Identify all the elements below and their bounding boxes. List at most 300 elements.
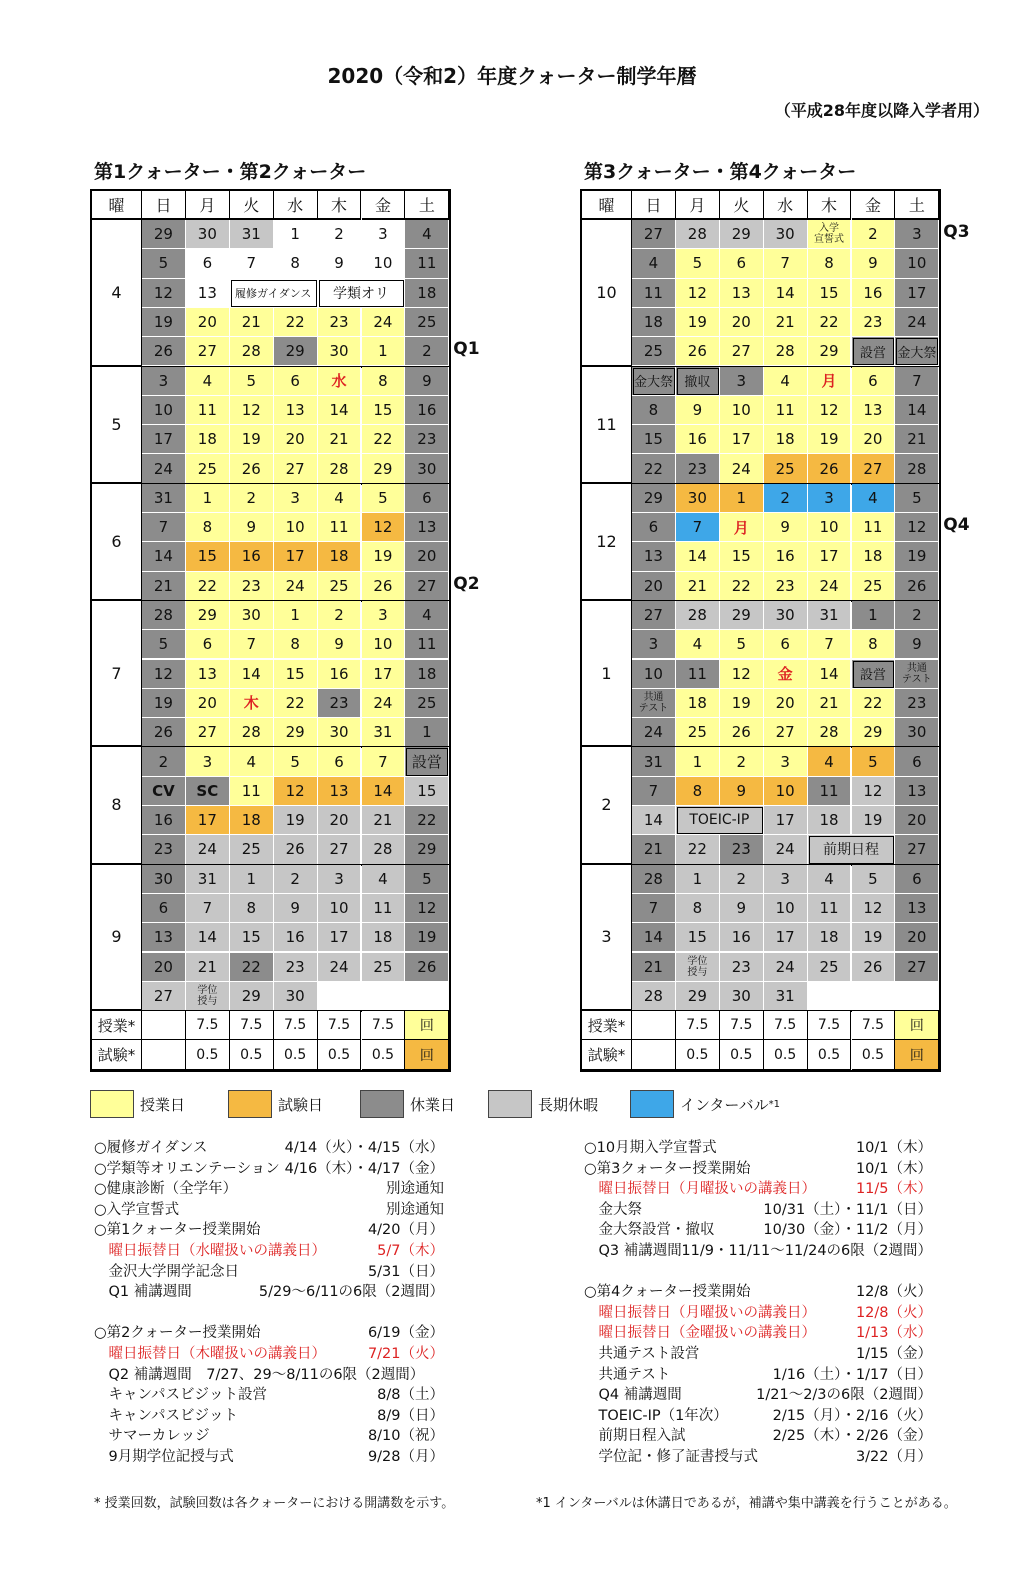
day-cell: 10	[808, 513, 852, 542]
event-date: 10/1（木）	[855, 1140, 932, 1156]
event-name: 金大祭	[584, 1201, 642, 1218]
day-cell: 21	[808, 689, 852, 718]
day-cell: 1	[274, 220, 318, 249]
month-label: 1	[582, 601, 632, 748]
event-row	[584, 1385, 932, 1406]
day-cell: 20	[632, 572, 676, 601]
day-cell: 17	[895, 279, 939, 308]
day-cell: 13	[318, 777, 362, 806]
day-cell: 9	[318, 630, 362, 659]
day-cell: 14	[895, 396, 939, 425]
summary-label: 授業*	[92, 1011, 142, 1040]
day-cell: 22	[632, 454, 676, 483]
day-cell: 13	[274, 396, 318, 425]
day-cell: 18	[676, 689, 720, 718]
day-cell: 22	[230, 953, 274, 982]
day-cell: 13	[142, 923, 186, 952]
legend-item	[360, 1089, 455, 1119]
day-cell: 29	[186, 601, 230, 630]
day-cell: 17	[764, 923, 808, 952]
month-label: 2	[582, 747, 632, 864]
day-cell: 10	[142, 396, 186, 425]
day-cell: 23	[318, 689, 362, 718]
left-heading: 第1クォーター・第2クォーター	[94, 161, 367, 183]
day-cell: 9	[720, 777, 764, 806]
day-cell: 23	[676, 454, 720, 483]
day-cell: 2	[230, 484, 274, 513]
day-cell: 14	[362, 777, 406, 806]
event-row	[94, 1138, 444, 1159]
day-cell: 9	[895, 630, 939, 659]
day-cell: 1	[362, 337, 406, 366]
day-cell: 26	[808, 454, 852, 483]
day-cell: 21	[142, 572, 186, 601]
day-cell: 5	[895, 484, 939, 513]
day-cell: 10	[764, 894, 808, 923]
event-name: ○第2クォーター授業開始	[94, 1325, 261, 1342]
weekday-header: 水	[764, 191, 808, 220]
day-cell: 4	[632, 249, 676, 278]
day-cell: 11	[852, 513, 896, 542]
summary-value: 0.5	[720, 1040, 764, 1069]
event-row	[584, 1200, 932, 1221]
event-date: 10/31（土）・11/1（日）	[763, 1201, 932, 1218]
day-cell: TOEIC-IP	[676, 806, 764, 835]
day-cell: 19	[405, 923, 449, 952]
day-cell: 29	[676, 982, 720, 1011]
event-name: Q1 補講週間	[94, 1284, 192, 1301]
summary-label: 試験*	[582, 1040, 632, 1069]
day-cell: 5	[676, 249, 720, 278]
quarter-label: Q2	[453, 573, 480, 594]
summary-label: 試験*	[92, 1040, 142, 1069]
weekday-header: 木	[318, 191, 362, 220]
event-row	[94, 1200, 444, 1221]
day-cell: 7	[632, 777, 676, 806]
day-cell: 12	[676, 279, 720, 308]
day-cell: 12	[720, 660, 764, 689]
day-cell: 21	[230, 308, 274, 337]
day-cell: 12	[808, 396, 852, 425]
day-cell: 20	[186, 308, 230, 337]
day-cell: 28	[808, 718, 852, 747]
summary-value: 0.5	[852, 1040, 896, 1069]
event-name: ○履修ガイダンス	[94, 1140, 208, 1156]
day-cell: 25	[852, 572, 896, 601]
event-row	[584, 1179, 932, 1200]
day-cell: 14	[764, 279, 808, 308]
day-cell: 30	[720, 982, 764, 1011]
day-cell: 5	[274, 747, 318, 776]
day-cell: 13	[186, 279, 230, 308]
summary-value: 0.5	[676, 1040, 720, 1069]
day-cell: 28	[230, 718, 274, 747]
day-cell: 3	[895, 220, 939, 249]
day-cell: 23	[230, 572, 274, 601]
day-cell: 27	[405, 572, 449, 601]
event-cell: 学位 授与	[676, 953, 720, 982]
day-cell: 14	[676, 542, 720, 571]
summary-value: 7.5	[852, 1011, 896, 1040]
day-cell: 7	[895, 367, 939, 396]
day-cell: 24	[632, 718, 676, 747]
day-cell: 11	[362, 894, 406, 923]
day-cell: 22	[852, 689, 896, 718]
day-cell: 3	[808, 484, 852, 513]
summary-value: 7.5	[362, 1011, 406, 1040]
event-row	[584, 1138, 932, 1159]
day-cell: 8	[362, 367, 406, 396]
day-cell: 12	[142, 279, 186, 308]
day-cell: 23	[764, 572, 808, 601]
legend-swatch	[360, 1090, 404, 1118]
month-label: 6	[92, 484, 142, 601]
day-cell: 29	[230, 982, 274, 1011]
event-name: 共通テスト設営	[584, 1345, 700, 1362]
month-label: 4	[92, 220, 142, 367]
day-cell: 2	[405, 337, 449, 366]
day-cell: 21	[676, 572, 720, 601]
day-cell	[895, 982, 939, 1011]
events-left	[94, 1138, 444, 1468]
event-name: ○入学宣誓式	[94, 1201, 180, 1218]
day-cell: 12	[895, 513, 939, 542]
day-cell: 6	[764, 630, 808, 659]
day-cell: 7	[808, 630, 852, 659]
event-date: 4/20（月）	[367, 1222, 444, 1239]
summary-value: 7.5	[676, 1011, 720, 1040]
day-cell: 7	[676, 513, 720, 542]
day-cell: 16	[274, 923, 318, 952]
day-cell: 8	[676, 777, 720, 806]
footnote-right: *1 インターバルは休講日であるが，補講や集中講義を行うことがある。	[536, 1496, 957, 1511]
day-cell: 16	[764, 542, 808, 571]
summary-value: 7.5	[230, 1011, 274, 1040]
day-cell: 2	[720, 865, 764, 894]
day-cell: 1	[274, 601, 318, 630]
day-cell: 履修ガイダンス	[230, 279, 318, 308]
day-cell: 3	[186, 747, 230, 776]
summary-value: 0.5	[230, 1040, 274, 1069]
day-cell: 21	[186, 953, 230, 982]
event-date: 2/15（月）・2/16（火）	[772, 1407, 932, 1424]
day-cell: 15	[186, 542, 230, 571]
event-date: 5/7（木）	[377, 1242, 444, 1259]
day-cell: 11	[405, 630, 449, 659]
day-cell: 20	[852, 425, 896, 454]
event-name: 9月期学位記授与式	[94, 1448, 234, 1465]
day-cell: 25	[632, 337, 676, 366]
day-cell: 25	[405, 308, 449, 337]
day-cell: 20	[895, 806, 939, 835]
event-row	[584, 1323, 932, 1344]
day-cell: 7	[632, 894, 676, 923]
day-cell: 16	[230, 542, 274, 571]
legend-item	[630, 1089, 780, 1119]
day-cell: 22	[808, 308, 852, 337]
event-row	[584, 1241, 932, 1262]
day-cell: 23	[142, 835, 186, 864]
event-date: 6/19（金）	[367, 1325, 444, 1342]
legend-item	[228, 1089, 323, 1119]
event-row	[94, 1426, 444, 1447]
event-date: 8/9（日）	[377, 1407, 444, 1424]
day-cell: 6	[632, 513, 676, 542]
day-cell: 11	[632, 279, 676, 308]
day-cell: 13	[405, 513, 449, 542]
day-cell: 19	[230, 425, 274, 454]
day-cell: 26	[142, 337, 186, 366]
page-title: 2020（令和2）年度クォーター制学年暦	[327, 64, 697, 88]
day-cell	[318, 982, 362, 1011]
day-cell: 25	[230, 835, 274, 864]
summary-value: 7.5	[274, 1011, 318, 1040]
day-cell: 10	[632, 660, 676, 689]
day-cell: 11	[230, 777, 274, 806]
day-cell: 23	[405, 425, 449, 454]
event-name: ○第3クォーター授業開始	[584, 1160, 751, 1177]
day-cell: 20	[405, 542, 449, 571]
event-row	[94, 1282, 444, 1303]
day-cell: 4	[852, 484, 896, 513]
weekday-header: 水	[274, 191, 318, 220]
day-cell: 22	[676, 835, 720, 864]
event-name: キャンパスビジット設営	[94, 1387, 267, 1404]
day-cell: 9	[230, 513, 274, 542]
day-cell: 1	[186, 484, 230, 513]
day-cell: 13	[720, 279, 764, 308]
summary-value	[142, 1011, 186, 1040]
summary-value	[632, 1011, 676, 1040]
swap-day-cell: 月	[808, 367, 852, 396]
day-cell: 10	[895, 249, 939, 278]
day-cell: 4	[764, 367, 808, 396]
day-cell: 28	[676, 601, 720, 630]
legend-label: 休業日	[410, 1095, 456, 1114]
legend-label: 授業日	[140, 1095, 186, 1114]
day-cell: 20	[764, 689, 808, 718]
event-date: 10/1（木）	[855, 1160, 932, 1177]
month-label: 12	[582, 484, 632, 601]
event-name: 学位記・修了証書授与式	[584, 1448, 758, 1465]
day-cell: 15	[720, 542, 764, 571]
day-cell	[808, 982, 852, 1011]
day-cell: 9	[274, 894, 318, 923]
summary-value	[632, 1040, 676, 1069]
day-cell: 13	[895, 894, 939, 923]
day-cell: 5	[142, 630, 186, 659]
day-cell: 18	[362, 923, 406, 952]
day-cell: 3	[720, 367, 764, 396]
day-cell: 25	[676, 718, 720, 747]
day-cell: 30	[895, 718, 939, 747]
day-cell: 31	[362, 718, 406, 747]
summary-label: 授業*	[582, 1011, 632, 1040]
day-cell: 8	[186, 513, 230, 542]
event-row	[94, 1406, 444, 1427]
legend-label: 試験日	[278, 1095, 324, 1114]
day-cell: 19	[676, 308, 720, 337]
day-cell: 12	[852, 894, 896, 923]
day-cell: 14	[230, 660, 274, 689]
event-cell: 入学 宣誓式	[808, 220, 852, 249]
summary-value: 7.5	[764, 1011, 808, 1040]
day-cell: 1	[405, 718, 449, 747]
day-cell: 23	[852, 308, 896, 337]
day-cell: 24	[274, 572, 318, 601]
event-date: 12/8（火）	[855, 1284, 932, 1301]
day-cell: 18	[405, 279, 449, 308]
day-cell: 6	[852, 367, 896, 396]
day-cell: 27	[186, 718, 230, 747]
summary-value: 回	[405, 1040, 449, 1069]
day-cell: 19	[852, 806, 896, 835]
day-cell: 28	[764, 337, 808, 366]
event-row	[94, 1159, 444, 1180]
day-cell: 16	[720, 923, 764, 952]
day-cell: 15	[362, 396, 406, 425]
day-cell: 21	[362, 806, 406, 835]
day-cell: 11	[808, 777, 852, 806]
day-cell: 3	[362, 601, 406, 630]
day-cell: 5	[852, 747, 896, 776]
event-date: 9/28（月）	[367, 1448, 444, 1465]
event-name: 曜日振替日（木曜扱いの講義日）	[94, 1345, 326, 1362]
weekday-header: 金	[362, 191, 406, 220]
day-cell: 10	[318, 894, 362, 923]
day-cell: 15	[632, 425, 676, 454]
day-cell: 15	[808, 279, 852, 308]
day-cell: 10	[720, 396, 764, 425]
month-label: 10	[582, 220, 632, 367]
day-cell: 24	[186, 835, 230, 864]
day-cell: 19	[142, 689, 186, 718]
day-cell: 16	[318, 660, 362, 689]
day-cell: 30	[274, 982, 318, 1011]
weekday-header: 日	[632, 191, 676, 220]
day-cell: 8	[274, 630, 318, 659]
event-row	[94, 1365, 444, 1386]
event-name: 金沢大学開学記念日	[94, 1263, 239, 1280]
day-cell: 25	[808, 953, 852, 982]
day-cell: 18	[405, 660, 449, 689]
day-cell: 26	[142, 718, 186, 747]
day-cell: 18	[632, 308, 676, 337]
summary-value: 回	[405, 1011, 449, 1040]
event-date: 1/13（水）	[855, 1325, 932, 1342]
quarter-label: Q3	[943, 222, 970, 242]
day-cell: 18	[852, 542, 896, 571]
event-row	[94, 1385, 444, 1406]
day-cell: 9	[852, 249, 896, 278]
day-cell: 26	[362, 572, 406, 601]
day-cell: 10	[362, 630, 406, 659]
day-cell: 2	[720, 747, 764, 776]
day-cell: 18	[230, 806, 274, 835]
day-cell: 9	[676, 396, 720, 425]
event-row	[94, 1447, 444, 1468]
day-cell: 26	[852, 953, 896, 982]
day-cell: 7	[764, 249, 808, 278]
day-cell: 4	[405, 220, 449, 249]
day-cell: 31	[142, 484, 186, 513]
day-cell: 17	[318, 923, 362, 952]
quarter-label: Q4	[943, 515, 970, 535]
day-cell: 5	[852, 865, 896, 894]
event-name: 金大祭設営・撤収	[584, 1222, 715, 1239]
events-right	[584, 1138, 932, 1468]
day-cell: 2	[318, 601, 362, 630]
event-date: 3/22（月）	[855, 1448, 932, 1465]
day-cell: 11	[676, 660, 720, 689]
month-label: 3	[582, 865, 632, 1012]
event-name: ○第4クォーター授業開始	[584, 1284, 751, 1301]
day-cell: 29	[808, 337, 852, 366]
day-cell: 11	[405, 249, 449, 278]
day-cell: 26	[230, 454, 274, 483]
day-cell: 2	[895, 601, 939, 630]
day-cell: 24	[764, 953, 808, 982]
month-label: 5	[92, 367, 142, 484]
day-cell: 5	[720, 630, 764, 659]
day-cell: 9	[405, 367, 449, 396]
day-cell: 19	[142, 308, 186, 337]
day-cell: 21	[895, 425, 939, 454]
day-cell: 13	[895, 777, 939, 806]
legend-item	[488, 1089, 598, 1119]
day-cell: 30	[764, 601, 808, 630]
event-cell: 共通 テスト	[895, 660, 939, 689]
day-cell: 4	[808, 865, 852, 894]
event-name: 曜日振替日（月曜扱いの講義日）	[584, 1181, 816, 1198]
event-name: サマーカレッジ	[94, 1428, 210, 1445]
month-label: 7	[92, 601, 142, 748]
day-cell: 1	[852, 601, 896, 630]
event-name: 共通テスト	[584, 1366, 671, 1383]
day-cell: 30	[142, 865, 186, 894]
event-row	[584, 1303, 932, 1324]
event-date: 5/31（日）	[367, 1263, 444, 1280]
day-cell: 16	[852, 279, 896, 308]
day-cell: 12	[274, 777, 318, 806]
weekday-header: 木	[808, 191, 852, 220]
day-cell: 31	[808, 601, 852, 630]
event-date: 4/14（火）・4/15（水）	[284, 1140, 444, 1156]
day-cell: 12	[852, 777, 896, 806]
right-heading: 第3クォーター・第4クォーター	[584, 161, 857, 183]
day-cell: 2	[142, 747, 186, 776]
day-cell: 21	[632, 835, 676, 864]
weekday-header: 土	[895, 191, 939, 220]
day-cell: 26	[895, 572, 939, 601]
legend-item	[90, 1089, 185, 1119]
day-cell: 8	[632, 396, 676, 425]
event-row	[94, 1344, 444, 1365]
day-cell: 23	[274, 953, 318, 982]
weekday-header: 火	[720, 191, 764, 220]
day-cell: 8	[808, 249, 852, 278]
day-cell: 13	[632, 542, 676, 571]
day-cell: 14	[318, 396, 362, 425]
day-cell: 6	[274, 367, 318, 396]
day-cell: 21	[764, 308, 808, 337]
event-cell: 撤収	[676, 367, 720, 396]
day-cell: 22	[274, 689, 318, 718]
legend-swatch	[630, 1090, 674, 1118]
day-cell: 12	[142, 660, 186, 689]
event-row	[584, 1406, 932, 1427]
day-cell: 19	[852, 923, 896, 952]
